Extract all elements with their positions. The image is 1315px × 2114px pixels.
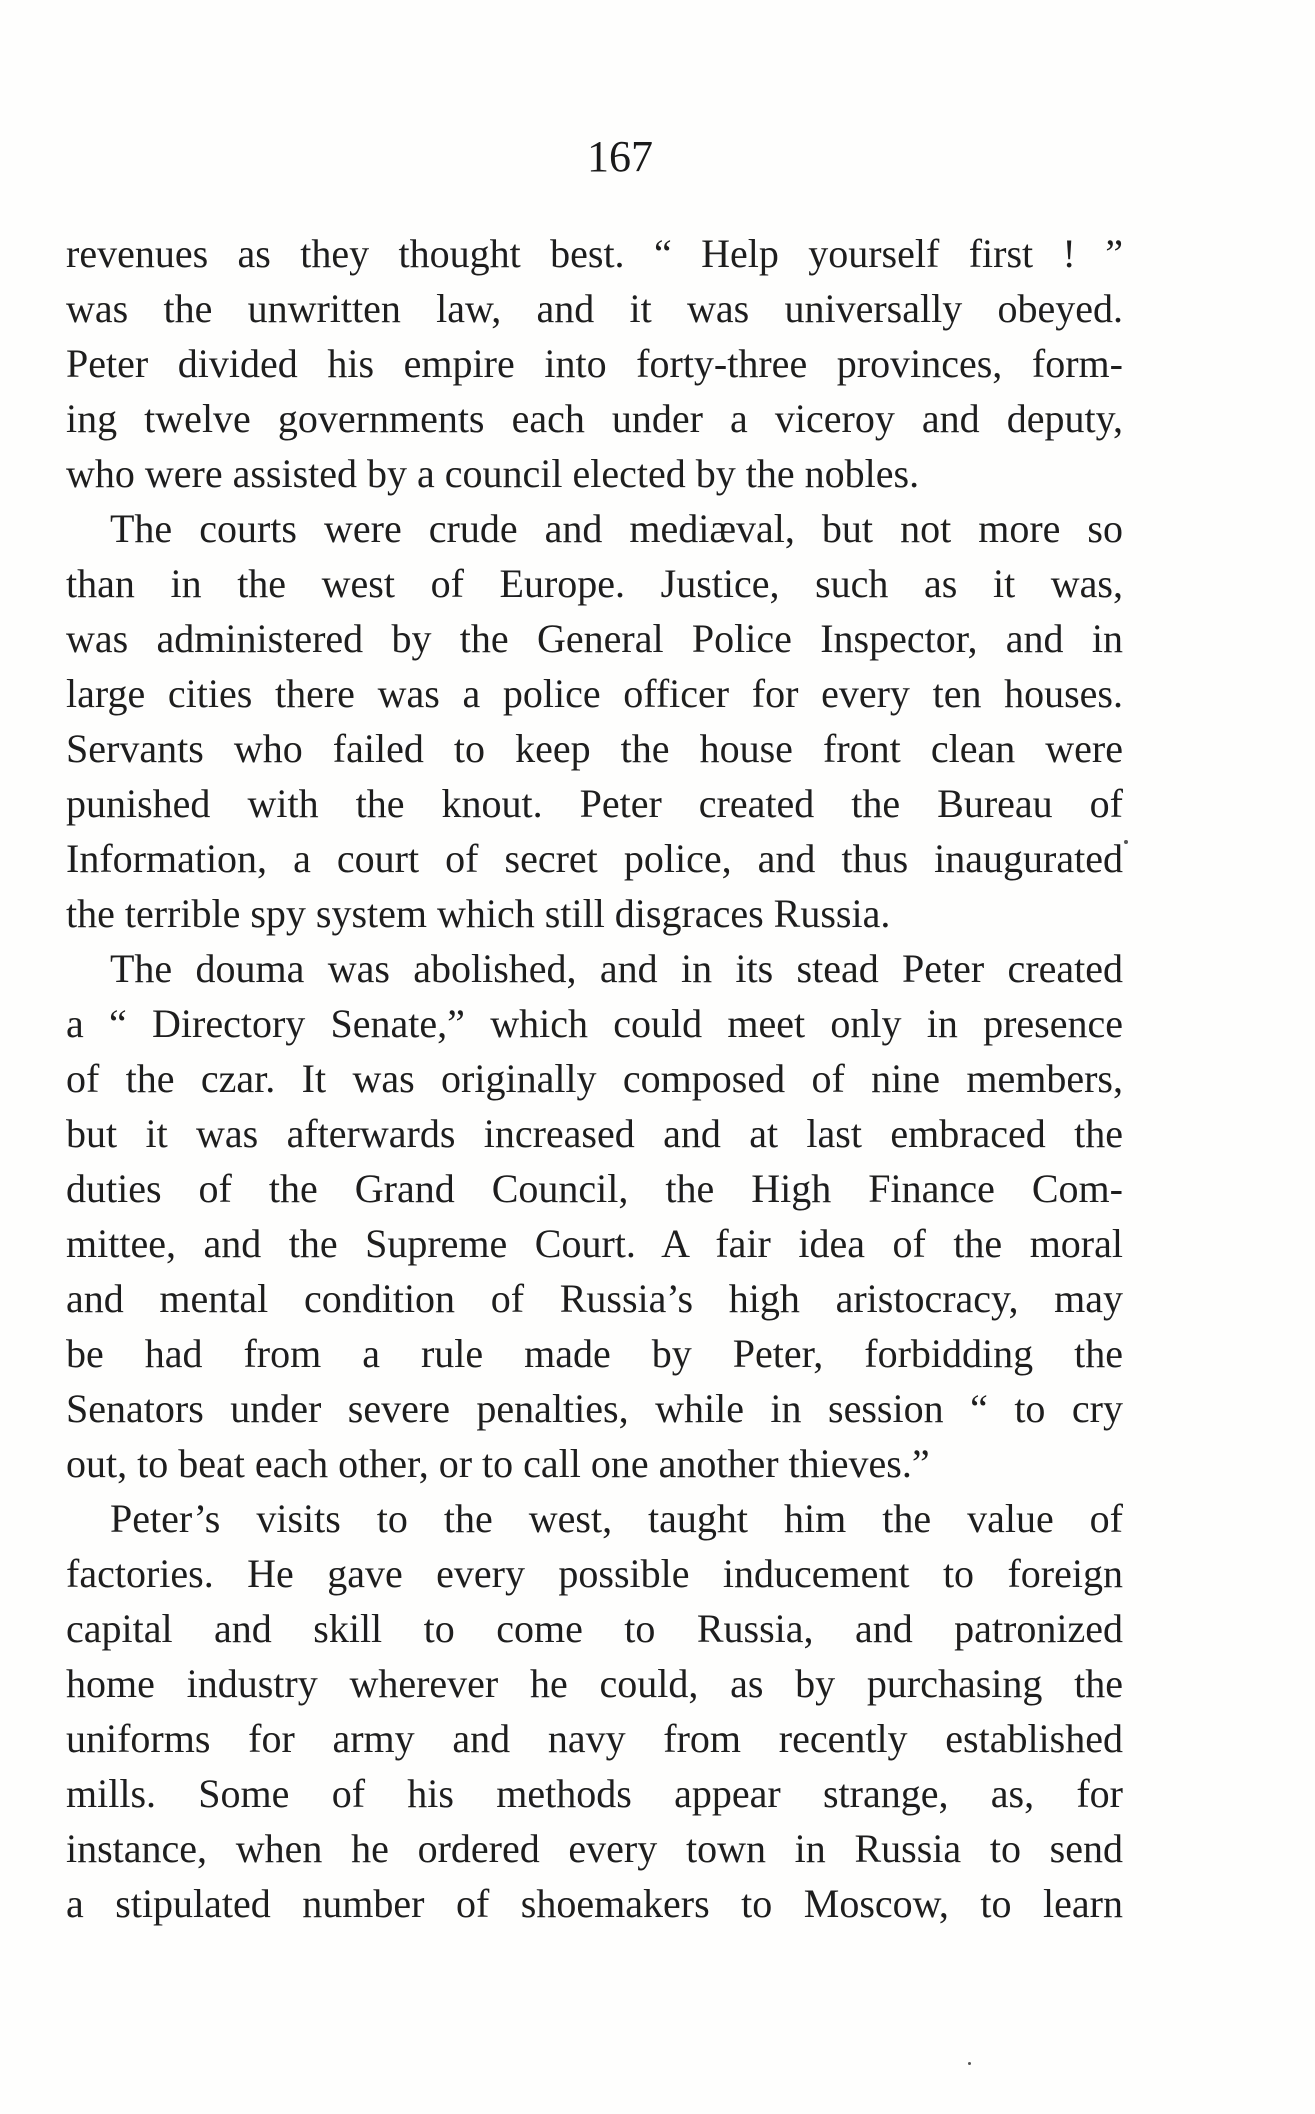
text-line: revenues as they thought best. “ Help yourself first ! ”	[66, 231, 1123, 276]
body-text	[66, 226, 1123, 1931]
text-line: and mental condition of Russia’s high aristocracy, may	[66, 1276, 1123, 1321]
text-line: ing twelve governments each under a viceroy and deputy,	[66, 396, 1123, 441]
text-line: the terrible spy system which still disgraces Russia.	[66, 891, 891, 936]
text-line: home industry wherever he could, as by purchasing the	[66, 1661, 1123, 1706]
text-line: instance, when he ordered every town in Russia to send	[66, 1826, 1123, 1871]
paragraph-first-line: Peter’s visits to the west, taught him the value of	[110, 1496, 1123, 1541]
paragraph-first-line: The douma was abolished, and in its stead Peter created	[110, 946, 1123, 991]
text-line: be had from a rule made by Peter, forbidding the	[66, 1331, 1123, 1376]
text-line: a stipulated number of shoemakers to Moscow, to learn	[66, 1881, 1123, 1926]
print-speck	[1124, 840, 1128, 844]
text-line: was the unwritten law, and it was universally obeyed.	[66, 286, 1123, 331]
text-line: but it was afterwards increased and at last embraced the	[66, 1111, 1123, 1156]
text-line: duties of the Grand Council, the High Finance Com-	[66, 1166, 1123, 1211]
text-line: who were assisted by a council elected by the nobles.	[66, 451, 920, 496]
text-line: Information, a court of secret police, and thus inaugurated	[66, 836, 1123, 881]
text-line: uniforms for army and navy from recently established	[66, 1716, 1123, 1761]
text-line: large cities there was a police officer for every ten houses.	[66, 671, 1123, 716]
page-number: 167	[587, 132, 653, 181]
text-line: of the czar. It was originally composed of nine members,	[66, 1056, 1123, 1101]
text-line: mittee, and the Supreme Court. A fair idea of the moral	[66, 1221, 1123, 1266]
print-speck	[968, 2062, 971, 2065]
text-line: capital and skill to come to Russia, and patronized	[66, 1606, 1123, 1651]
text-line: Servants who failed to keep the house front clean were	[66, 726, 1123, 771]
text-line: out, to beat each other, or to call one another thieves.”	[66, 1441, 930, 1486]
text-line: than in the west of Europe. Justice, such as it was,	[66, 561, 1123, 606]
text-line: factories. He gave every possible inducement to foreign	[66, 1551, 1123, 1596]
text-line: a “ Directory Senate,” which could meet only in presence	[66, 1001, 1123, 1046]
text-line: punished with the knout. Peter created the Bureau of	[66, 781, 1123, 826]
paragraph-first-line: The courts were crude and mediæval, but not more so	[110, 506, 1123, 551]
text-line: Senators under severe penalties, while in session “ to cry	[66, 1386, 1123, 1431]
text-line: mills. Some of his methods appear strange, as, for	[66, 1771, 1123, 1816]
text-line: Peter divided his empire into forty-three provinces, form-	[66, 341, 1123, 386]
text-line: was administered by the General Police Inspector, and in	[66, 616, 1123, 661]
